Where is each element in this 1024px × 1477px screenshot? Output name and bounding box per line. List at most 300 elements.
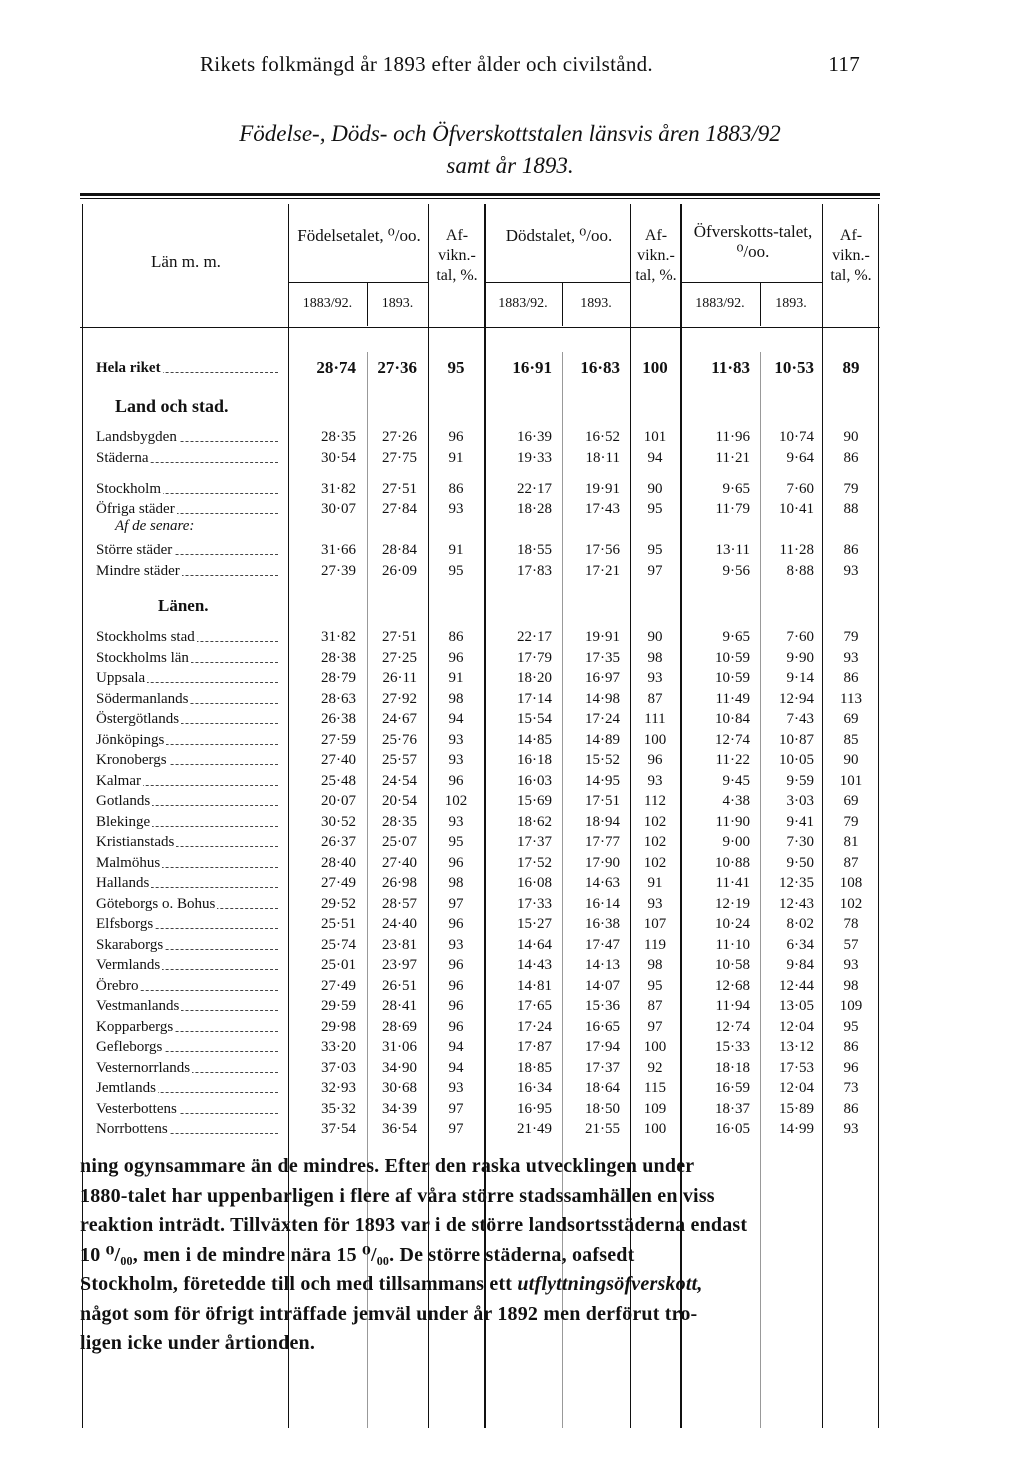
cell-value: 95	[647, 978, 663, 994]
cell-value: 18·85	[517, 1060, 552, 1076]
cell-value: 9·84	[786, 957, 814, 973]
cell-value: 16·59	[715, 1080, 750, 1096]
cell-value: 16·14	[585, 896, 620, 912]
cell-value: 25·74	[321, 937, 356, 953]
cell-value: 97	[647, 563, 663, 579]
cell-value: 9·56	[722, 563, 750, 579]
table-row	[0, 1058, 1024, 1078]
cell-value: 96	[448, 916, 464, 932]
cell-value: 30·68	[382, 1080, 417, 1096]
cell-value: 86	[843, 670, 859, 686]
header-dodstalet: Dödstalet, ⁰/oo.	[505, 226, 613, 245]
row-label	[96, 499, 280, 519]
paragraph-line-3: reaktion inträdt. Tillväxten för 1893 var i de större landsortsstäderna endast	[80, 1214, 748, 1236]
cell-value: 10·58	[715, 957, 750, 973]
row-label-text: Stockholm	[96, 481, 162, 497]
row-label-text: Hela riket	[96, 360, 161, 376]
row-label	[96, 1017, 280, 1037]
cell-value: 28·74	[316, 358, 356, 377]
cell-value: 17·21	[585, 563, 620, 579]
cell-value: 9·41	[786, 814, 814, 830]
cell-value: 31·82	[321, 481, 356, 497]
cell-value: 94	[448, 711, 464, 727]
cell-value: 9·64	[786, 450, 814, 466]
cell-value: 15·54	[517, 711, 552, 727]
cell-value: 16·08	[517, 875, 552, 891]
row-label-text: Städerna	[96, 450, 149, 466]
table-row	[0, 499, 1024, 519]
cell-value: 28·41	[382, 998, 417, 1014]
cell-value: 57	[843, 937, 859, 953]
cell-value: 16·05	[715, 1121, 750, 1137]
table-row	[0, 561, 1024, 581]
table-row	[0, 935, 1024, 955]
cell-value: 14·99	[779, 1121, 814, 1137]
cell-value: 8·88	[786, 563, 814, 579]
header-year-1893-c: 1893.	[775, 296, 807, 311]
cell-value: 23·81	[382, 937, 417, 953]
cell-value: 11·10	[715, 937, 750, 953]
cell-value: 13·11	[715, 542, 750, 558]
row-label	[96, 853, 280, 873]
paragraph-line-5	[80, 1270, 886, 1300]
cell-value: 16·52	[585, 429, 620, 445]
cell-value: 16·39	[517, 429, 552, 445]
cell-value: 6·34	[786, 937, 814, 953]
cell-value: 24·40	[382, 916, 417, 932]
cell-value: 31·06	[382, 1039, 417, 1055]
row-label-text: Kronobergs	[96, 752, 167, 768]
cell-value: 22·17	[517, 629, 552, 645]
table-row	[0, 730, 1024, 750]
cell-value: 89	[842, 358, 860, 377]
cell-value: 92	[647, 1060, 663, 1076]
paragraph-line-5-a: Stockholm, företedde till och med tillsammans ett	[80, 1273, 518, 1295]
row-label	[96, 627, 280, 647]
row-label	[96, 730, 280, 750]
table-row	[0, 479, 1024, 499]
table-row	[0, 1017, 1024, 1037]
row-label-text: Jemtlands	[96, 1080, 156, 1096]
cell-value: 19·91	[585, 481, 620, 497]
cell-value: 36·54	[382, 1121, 417, 1137]
cell-value: 22·17	[517, 481, 552, 497]
cell-value: 17·24	[517, 1019, 552, 1035]
cell-value: 11·22	[715, 752, 750, 768]
cell-value: 107	[643, 916, 667, 932]
header-bottom-rule	[80, 327, 880, 328]
cell-value: 19·91	[585, 629, 620, 645]
row-label-text: Kristianstads	[96, 834, 175, 850]
cell-value: 27·51	[382, 629, 417, 645]
cell-value: 88	[843, 501, 859, 517]
cell-value: 97	[448, 896, 464, 912]
cell-value: 90	[647, 481, 663, 497]
table-row	[0, 1099, 1024, 1119]
table-row	[0, 873, 1024, 893]
table-title-line-2: samt år 1893.	[446, 153, 574, 178]
cell-value: 27·25	[382, 650, 417, 666]
cell-value: 16·34	[517, 1080, 552, 1096]
table-row	[0, 709, 1024, 729]
cell-value: 93	[448, 732, 464, 748]
cell-value: 10·59	[715, 650, 750, 666]
row-label-text: Jönköpings	[96, 732, 165, 748]
cell-value: 93	[448, 501, 464, 517]
cell-value: 27·84	[382, 501, 417, 517]
cell-value: 79	[843, 629, 859, 645]
row-label-text: Öfriga städer	[96, 501, 175, 517]
cell-value: 14·85	[517, 732, 552, 748]
row-label	[96, 648, 280, 668]
cell-value: 11·49	[715, 691, 750, 707]
cell-value: 86	[843, 1039, 859, 1055]
cell-value: 3·03	[786, 793, 814, 809]
cell-value: 10·84	[715, 711, 750, 727]
cell-value: 96	[843, 1060, 859, 1076]
cell-value: 111	[644, 711, 666, 727]
row-label	[96, 996, 280, 1016]
cell-value: 96	[448, 855, 464, 871]
cell-value: 9·45	[722, 773, 750, 789]
cell-value: 28·35	[382, 814, 417, 830]
cell-value: 17·83	[517, 563, 552, 579]
table-row	[0, 853, 1024, 873]
cell-value: 10·87	[779, 732, 814, 748]
cell-value: 94	[448, 1060, 464, 1076]
row-label	[96, 427, 280, 447]
cell-value: 18·64	[585, 1080, 620, 1096]
paragraph-line-5-italic: utflyttningsöfverskott,	[517, 1273, 703, 1295]
cell-value: 86	[843, 542, 859, 558]
running-head-text: Rikets folkmängd år 1893 efter ålder och civilstånd.	[200, 52, 653, 76]
cell-value: 93	[647, 896, 663, 912]
cell-value: 25·51	[321, 916, 356, 932]
table-row	[0, 894, 1024, 914]
cell-value: 14·89	[585, 732, 620, 748]
cell-value: 17·90	[585, 855, 620, 871]
table-row	[0, 914, 1024, 934]
cell-value: 12·74	[715, 1019, 750, 1035]
cell-value: 97	[448, 1121, 464, 1137]
row-label-text: Gefleborgs	[96, 1039, 163, 1055]
cell-value: 35·32	[321, 1101, 356, 1117]
row-label	[96, 955, 280, 975]
row-label-text: Stockholms län	[96, 650, 189, 666]
header-year-1883-92-a: 1883/92.	[302, 296, 353, 311]
cell-value: 16·18	[517, 752, 552, 768]
table-top-rule-thin	[80, 198, 880, 199]
cell-value: 18·50	[585, 1101, 620, 1117]
row-label	[96, 914, 280, 934]
cell-value: 78	[843, 916, 859, 932]
cell-value: 37·54	[321, 1121, 356, 1137]
row-label-text: Hallands	[96, 875, 150, 891]
cell-value: 11·90	[715, 814, 750, 830]
cell-value: 16·03	[517, 773, 552, 789]
cell-value: 17·14	[517, 691, 552, 707]
cell-value: 17·33	[517, 896, 552, 912]
cell-value: 21·49	[517, 1121, 552, 1137]
cell-value: 91	[448, 670, 464, 686]
header-subrule-fodelse	[288, 282, 428, 283]
cell-value: 91	[647, 875, 663, 891]
row-label	[96, 540, 280, 560]
cell-value: 87	[843, 855, 859, 871]
cell-value: 95	[448, 834, 464, 850]
cell-value: 17·37	[585, 1060, 620, 1076]
cell-value: 27·40	[382, 855, 417, 871]
table-row	[0, 358, 1024, 378]
subhead-af-de-senare: Af de senare:	[115, 518, 195, 534]
cell-value: 18·28	[517, 501, 552, 517]
header-subrule-dods	[484, 282, 630, 283]
table-row	[0, 996, 1024, 1016]
cell-value: 17·47	[585, 937, 620, 953]
cell-value: 96	[448, 650, 464, 666]
cell-value: 81	[843, 834, 859, 850]
cell-value: 16·97	[585, 670, 620, 686]
cell-value: 17·87	[517, 1039, 552, 1055]
cell-value: 18·20	[517, 670, 552, 686]
cell-value: 17·65	[517, 998, 552, 1014]
row-label	[96, 832, 280, 852]
table-row	[0, 1078, 1024, 1098]
cell-value: 28·40	[321, 855, 356, 871]
cell-value: 12·68	[715, 978, 750, 994]
row-label	[96, 771, 280, 791]
cell-value: 24·54	[382, 773, 417, 789]
cell-value: 7·30	[786, 834, 814, 850]
cell-value: 17·37	[517, 834, 552, 850]
cell-value: 96	[448, 1019, 464, 1035]
cell-value: 17·94	[585, 1039, 620, 1055]
cell-value: 29·59	[321, 998, 356, 1014]
row-label-text: Uppsala	[96, 670, 146, 686]
cell-value: 31·82	[321, 629, 356, 645]
row-label	[96, 1058, 280, 1078]
table-row	[0, 448, 1024, 468]
cell-value: 18·62	[517, 814, 552, 830]
table-title-line-1: Födelse-, Döds- och Öfverskottstalen länsvis åren 1883/92	[239, 121, 781, 146]
header-year-1893-b: 1893.	[580, 296, 612, 311]
cell-value: 14·07	[585, 978, 620, 994]
row-label-text: Kopparbergs	[96, 1019, 174, 1035]
table-row	[0, 668, 1024, 688]
cell-value: 25·57	[382, 752, 417, 768]
header-ofverskottstalet: Öfverskotts-talet, ⁰/oo.	[693, 222, 813, 261]
cell-value: 98	[448, 691, 464, 707]
cell-value: 109	[839, 998, 863, 1014]
cell-value: 14·98	[585, 691, 620, 707]
cell-value: 79	[843, 814, 859, 830]
cell-value: 100	[643, 1121, 667, 1137]
paragraph-line-6: något som för öfrigt inträffade jemväl under år 1892 men derförut tro-	[80, 1302, 698, 1325]
cell-value: 16·91	[512, 358, 552, 377]
cell-value: 91	[448, 450, 464, 466]
row-label	[96, 561, 280, 581]
cell-value: 12·19	[715, 896, 750, 912]
table-row	[0, 427, 1024, 447]
row-label-text: Gotlands	[96, 793, 151, 809]
cell-value: 102	[444, 793, 468, 809]
cell-value: 98	[647, 650, 663, 666]
cell-value: 20·54	[382, 793, 417, 809]
cell-value: 27·40	[321, 752, 356, 768]
cell-value: 14·81	[517, 978, 552, 994]
row-label-text: Vestmanlands	[96, 998, 180, 1014]
cell-value: 11·79	[715, 501, 750, 517]
row-label-text: Norrbottens	[96, 1121, 168, 1137]
cell-value: 28·63	[321, 691, 356, 707]
row-label	[96, 935, 280, 955]
cell-value: 15·36	[585, 998, 620, 1014]
cell-value: 34·90	[382, 1060, 417, 1076]
cell-value: 119	[644, 937, 666, 953]
cell-value: 102	[643, 834, 667, 850]
cell-value: 94	[647, 450, 663, 466]
cell-value: 28·84	[382, 542, 417, 558]
row-label	[96, 1119, 280, 1139]
cell-value: 9·90	[786, 650, 814, 666]
cell-value: 10·74	[779, 429, 814, 445]
row-label-text: Blekinge	[96, 814, 151, 830]
cell-value: 97	[448, 1101, 464, 1117]
cell-value: 20·07	[321, 793, 356, 809]
cell-value: 12·43	[779, 896, 814, 912]
row-label-text: Östergötlands	[96, 711, 180, 727]
paragraph-line-2: 1880-talet har uppenbarligen i flere af våra större stadssamhällen en viss	[80, 1184, 715, 1207]
cell-value: 27·51	[382, 481, 417, 497]
cell-value: 94	[448, 1039, 464, 1055]
row-label	[96, 448, 280, 468]
cell-value: 10·05	[779, 752, 814, 768]
cell-value: 98	[843, 978, 859, 994]
paragraph-line-1: ning ogynsammare än de mindres. Efter den raska utvecklingen under	[80, 1155, 695, 1177]
cell-value: 12·04	[779, 1080, 814, 1096]
cell-value: 16·38	[585, 916, 620, 932]
cell-value: 9·59	[786, 773, 814, 789]
cell-value: 97	[647, 1019, 663, 1035]
section-lanen: Länen.	[158, 596, 209, 615]
cell-value: 86	[843, 1101, 859, 1117]
cell-value: 101	[839, 773, 863, 789]
cell-value: 25·48	[321, 773, 356, 789]
cell-value: 17·56	[585, 542, 620, 558]
table-row	[0, 627, 1024, 647]
cell-value: 12·74	[715, 732, 750, 748]
cell-value: 26·09	[382, 563, 417, 579]
cell-value: 26·11	[382, 670, 417, 686]
cell-value: 93	[843, 957, 859, 973]
header-afvik-1: Af-vikn.-tal, %.	[436, 227, 478, 284]
cell-value: 13·05	[779, 998, 814, 1014]
cell-value: 15·52	[585, 752, 620, 768]
cell-value: 7·60	[786, 629, 814, 645]
cell-value: 37·03	[321, 1060, 356, 1076]
header-afvik-2: Af-vikn.-tal, %.	[635, 227, 677, 284]
table-row	[0, 1037, 1024, 1057]
row-label	[96, 976, 280, 996]
cell-value: 17·52	[517, 855, 552, 871]
cell-value: 11·96	[715, 429, 750, 445]
row-label	[96, 1037, 280, 1057]
row-label-text: Landsbygden	[96, 429, 177, 445]
cell-value: 93	[843, 1121, 859, 1137]
cell-value: 113	[840, 691, 862, 707]
cell-value: 16·95	[517, 1101, 552, 1117]
row-label-text: Skaraborgs	[96, 937, 164, 953]
cell-value: 17·77	[585, 834, 620, 850]
cell-value: 93	[647, 773, 663, 789]
table-row	[0, 689, 1024, 709]
cell-value: 11·83	[711, 358, 750, 377]
cell-value: 90	[647, 629, 663, 645]
cell-value: 25·01	[321, 957, 356, 973]
header-year-1883-92-c: 1883/92.	[695, 296, 745, 311]
running-head	[200, 52, 860, 77]
cell-value: 27·59	[321, 732, 356, 748]
cell-value: 90	[843, 752, 859, 768]
cell-value: 12·35	[779, 875, 814, 891]
cell-value: 14·43	[517, 957, 552, 973]
cell-value: 16·65	[585, 1019, 620, 1035]
cell-value: 90	[843, 429, 859, 445]
cell-value: 15·89	[779, 1101, 814, 1117]
paragraph-line-4: 10 ⁰/₀₀, men i de mindre nära 15 ⁰/₀₀. De större städerna, oafsedt	[80, 1243, 635, 1266]
cell-value: 9·14	[786, 670, 814, 686]
cell-value: 96	[448, 978, 464, 994]
cell-value: 14·64	[517, 937, 552, 953]
cell-value: 96	[448, 773, 464, 789]
cell-value: 33·20	[321, 1039, 356, 1055]
table-row	[0, 791, 1024, 811]
cell-value: 96	[448, 957, 464, 973]
body-paragraph	[80, 1152, 886, 1359]
cell-value: 21·55	[585, 1121, 620, 1137]
cell-value: 8·02	[786, 916, 814, 932]
cell-value: 112	[644, 793, 666, 809]
cell-value: 18·18	[715, 1060, 750, 1076]
cell-value: 86	[448, 481, 464, 497]
cell-value: 69	[843, 711, 859, 727]
cell-value: 10·41	[779, 501, 814, 517]
cell-value: 27·49	[321, 978, 356, 994]
cell-value: 85	[843, 732, 859, 748]
cell-value: 73	[843, 1080, 859, 1096]
cell-value: 15·33	[715, 1039, 750, 1055]
table-top-rule	[80, 193, 880, 196]
table-row	[0, 832, 1024, 852]
cell-value: 26·37	[321, 834, 356, 850]
cell-value: 10·24	[715, 916, 750, 932]
table-row	[0, 540, 1024, 560]
row-label	[96, 1099, 280, 1119]
header-subrule-ofverskott	[680, 282, 822, 283]
row-label	[96, 750, 280, 770]
cell-value: 4·38	[722, 793, 750, 809]
cell-value: 69	[843, 793, 859, 809]
cell-value: 26·51	[382, 978, 417, 994]
cell-value: 11·28	[779, 542, 814, 558]
table-row	[0, 648, 1024, 668]
cell-value: 87	[647, 998, 663, 1014]
cell-value: 18·94	[585, 814, 620, 830]
cell-value: 26·98	[382, 875, 417, 891]
cell-value: 17·79	[517, 650, 552, 666]
cell-value: 28·69	[382, 1019, 417, 1035]
cell-value: 15·27	[517, 916, 552, 932]
